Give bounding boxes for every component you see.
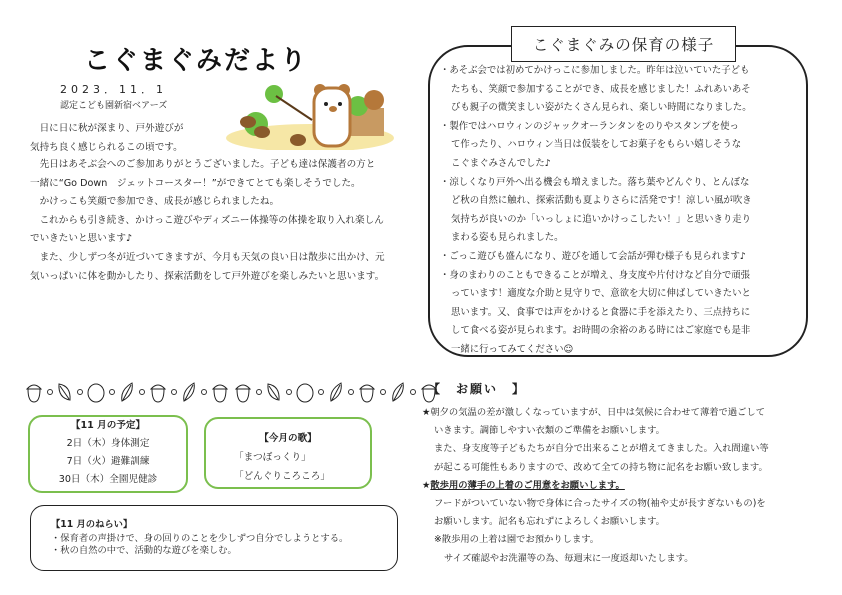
body-line: 気いっぱいに体を動かしたり、探索活動をして戸外遊びを楽しみたいと思います。	[30, 270, 385, 282]
body-line: 先日はあそぶ会へのご参加ありがとうございました。子ども達は保護者の方と	[30, 159, 376, 170]
report-line: まわる姿も見られました。	[451, 232, 564, 244]
greeting-body	[30, 156, 385, 286]
dot-icon	[348, 389, 354, 395]
dot-icon	[380, 389, 386, 395]
dot-icon	[286, 389, 292, 395]
song-box	[204, 417, 372, 489]
song-title: 【今月の歌】	[259, 433, 317, 444]
dot-icon	[201, 389, 207, 395]
song-item: 「どんぐりころころ」	[234, 471, 330, 482]
organization-name: 認定こども園新宿ベアーズ	[60, 101, 168, 111]
request-line: いきます。調節しやすい衣類のご準備をお願いします。	[434, 425, 665, 437]
requests-body	[422, 404, 769, 568]
report-line: 一緒に行ってみてください☺	[451, 343, 574, 355]
dot-icon	[410, 389, 416, 395]
acorn-icon	[357, 380, 377, 404]
song-item: 「まつぼっくり」	[234, 452, 311, 463]
request-line: が起こる可能性もありますので、改めて全ての持ち物に記名をお願い致します。	[434, 461, 768, 473]
leaf-icon	[389, 380, 407, 404]
report-line: ・涼しくなり戸外へ出る機会も増えました。落ち葉やどんぐり、とんぼな	[440, 176, 750, 188]
dot-icon	[77, 389, 83, 395]
star-icon: ★	[422, 479, 431, 491]
schedule-item: 2日（木）身体測定	[66, 438, 150, 449]
dot-icon	[109, 389, 115, 395]
report-line: ・身のまわりのこともできることが増え、身支度や片付けなど自分で頑張	[440, 269, 750, 281]
monthly-aims-box	[30, 505, 398, 571]
leaf-icon	[56, 380, 74, 404]
leaf-icon	[327, 380, 345, 404]
aim-item: ・秋の自然の中で、活動的な遊びを楽しむ。	[51, 545, 237, 556]
report-line: 思います。又、食事では声をかけると食器に手を添えたり、三点持ちに	[451, 306, 751, 318]
intro-line: 気持ち良く感じられるこの頃です。	[30, 141, 183, 153]
intro-line: 日に日に秋が深まり、戸外遊びが	[30, 123, 184, 134]
schedule-title: 【11 月の予定】	[70, 420, 146, 431]
body-line: また、少しずつ冬が近づいてきますが、今月も天気の良い日は散歩に出かけ、元	[30, 251, 385, 263]
report-item	[440, 267, 752, 360]
report-line: ・あそぶ会では初めてかけっこに参加しました。昨年は泣いていた子ども	[440, 65, 750, 76]
acorn-icon	[148, 380, 168, 404]
report-line: 気持ちが良いのか「いっしょに追いかけっこしたい！」と思いきり走り	[451, 213, 752, 225]
report-line: こぐまぐみさんでした♪	[451, 157, 551, 169]
request-heading: 散歩用の薄手の上着のご用意をお願いします。	[430, 479, 625, 491]
leaf-icon	[118, 380, 136, 404]
report-line: て作ったり、ハロウィン当日は仮装をしてお菓子をもらい嬉しそうな	[451, 139, 742, 151]
request-line: お願いします。記名も忘れずによろしくお願いします。	[434, 516, 665, 528]
acorn-icon	[233, 380, 253, 404]
body-line: 一緒に“Go Down ジェットコースター！”ができてとても楽しそうでした。	[30, 177, 361, 189]
body-line: でいきたいと思います♪	[30, 233, 133, 245]
aim-item: ・保育者の声掛けで、身の回りのことを少しずつ自分でしようとする。	[51, 533, 349, 544]
schedule-item: 30日（木）全園児健診	[58, 474, 158, 485]
report-item	[440, 174, 752, 248]
leaf-icon	[180, 380, 198, 404]
acorn-icon	[24, 380, 44, 404]
intro-text	[30, 120, 184, 157]
issue-date: 2023．11．1	[60, 83, 167, 96]
report-line: ・ごっこ遊びも盛んになり、遊びを通して会話が弾む様子も見られます♪	[440, 250, 746, 262]
aims-title: 【11 月のねらい】	[51, 519, 133, 530]
walk-jacket-request-heading	[422, 477, 769, 495]
dot-icon	[256, 389, 262, 395]
request-line: フードがついていない物で身体に合ったサイズの物(袖や丈が長すぎないもの)を	[434, 498, 766, 510]
schedule-item: 7日（火）避難訓練	[66, 456, 150, 467]
leaf-icon	[265, 380, 283, 404]
bear-with-chestnuts-illustration	[226, 80, 394, 150]
acorn-leaf-border	[24, 378, 439, 406]
report-line: して食べる姿が見られます。お時間の余裕のある時にはご家庭でも是非	[451, 325, 751, 337]
report-line: たちも、笑顔で参加することができ、成長を感じました！ふれあいあそ	[451, 83, 751, 95]
schedule-box	[28, 415, 188, 493]
nursery-report-title: こぐまぐみの保育の様子	[511, 26, 736, 62]
dot-icon	[139, 389, 145, 395]
newsletter-title: こぐまぐみだより	[84, 46, 309, 76]
report-line: びも親子の微笑ましい姿がたくさん見られ、楽しい時間になりました。	[451, 102, 752, 114]
request-line: サイズ確認やお洗濯等の為、毎週末に一度返却いたします。	[444, 552, 694, 564]
request-line: ※散歩用の上着は園でお預かりします。	[434, 534, 600, 546]
report-item	[440, 248, 752, 267]
acorn-icon	[86, 380, 106, 404]
report-item	[440, 62, 752, 118]
dot-icon	[171, 389, 177, 395]
dot-icon	[47, 389, 53, 395]
report-line: ど秋の自然に触れ、探索活動も夏よりさらに活発です！涼しい風が吹き	[451, 195, 752, 207]
body-line: かけっこも笑顔で参加でき、成長が感じられましたね。	[30, 196, 280, 208]
requests-title: 【 お願い 】	[428, 382, 527, 396]
request-line: ★朝夕の気温の差が激しくなっていますが、日中は気候に合わせて薄着で過ごして	[422, 407, 766, 418]
report-item	[440, 118, 752, 174]
acorn-icon	[210, 380, 230, 404]
nursery-report-list	[440, 62, 752, 360]
report-line: っています！適度な介助と見守りで、意欲を大切に伸ばしていきたいと	[451, 288, 751, 300]
report-line: ・製作ではハロウィンのジャックオーランタンをのりやスタンプを使っ	[440, 120, 739, 132]
body-line: これからも引き続き、かけっこ遊びやディズニー体操等の体操を取り入れ楽しん	[30, 214, 384, 226]
dot-icon	[318, 389, 324, 395]
request-line: また、身支度等子どもたちが自分で出来ることが増えてきました。入れ間違い等	[434, 443, 769, 455]
acorn-icon	[295, 380, 315, 404]
